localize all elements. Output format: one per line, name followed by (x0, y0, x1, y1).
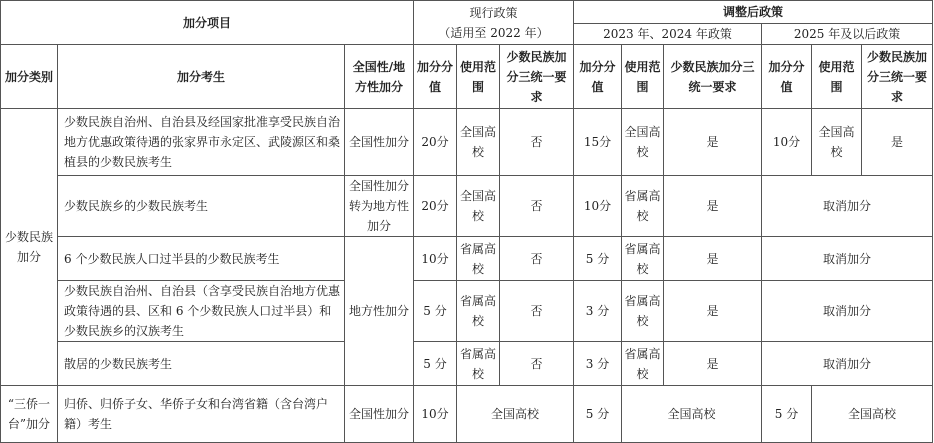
range-2023-cell: 全国高校 (622, 386, 762, 443)
scope-cell: 全国性加分 (345, 386, 414, 443)
value-2022-cell: 20分 (414, 109, 457, 176)
header-2025-policy: 2025 年及以后政策 (762, 24, 933, 45)
candidate-cell: 少数民族乡的少数民族考生 (58, 176, 345, 237)
range-2022-cell: 省属高校 (457, 342, 500, 386)
table-row (1, 342, 933, 386)
range-2023-cell: 省属高校 (622, 342, 664, 386)
header-category: 加分类别 (1, 45, 58, 109)
value-2022-cell: 20分 (414, 176, 457, 237)
candidate-cell: 少数民族自治州、自治县（含享受民族自治地方优惠政策待遇的县、区和 6 个少数民族人口过半县）和少数民族乡的汉族考生 (58, 281, 345, 342)
value-2023-cell: 10分 (574, 176, 622, 237)
header-2023-policy: 2023 年、2024 年政策 (574, 24, 762, 45)
value-2025-cell: 10分 (762, 109, 812, 176)
range-2022-cell: 省属高校 (457, 237, 500, 281)
range-2023-cell: 省属高校 (622, 281, 664, 342)
value-2022-cell: 5 分 (414, 281, 457, 342)
unify-2022-cell: 否 (500, 176, 574, 237)
unify-2023-cell: 是 (664, 176, 762, 237)
candidate-cell: 6 个少数民族人口过半县的少数民族考生 (58, 237, 345, 281)
value-2022-cell: 10分 (414, 386, 457, 443)
unify-2022-cell: 否 (500, 109, 574, 176)
header-value-2022: 加分分值 (414, 45, 457, 109)
unify-2022-cell: 否 (500, 237, 574, 281)
scope-cell: 全国性加分转为地方性加分 (345, 176, 414, 237)
value-2022-cell: 5 分 (414, 342, 457, 386)
range-2025-cell: 全国高校 (812, 109, 862, 176)
value-2023-cell: 5 分 (574, 386, 622, 443)
range-2022-cell: 省属高校 (457, 281, 500, 342)
header-unify-2022: 少数民族加分三统一要求 (500, 45, 574, 109)
cancel-bonus-cell: 取消加分 (762, 281, 933, 342)
unify-2023-cell: 是 (664, 109, 762, 176)
scope-local-cell: 地方性加分 (345, 237, 414, 386)
unify-2023-cell: 是 (664, 237, 762, 281)
candidate-cell: 归侨、归侨子女、华侨子女和台湾省籍（含台湾户籍）考生 (58, 386, 345, 443)
header-current-policy (414, 1, 574, 45)
cancel-bonus-cell: 取消加分 (762, 176, 933, 237)
header-row-3 (1, 45, 933, 109)
value-2023-cell: 3 分 (574, 281, 622, 342)
header-candidate: 加分考生 (58, 45, 345, 109)
unify-2022-cell: 否 (500, 342, 574, 386)
header-bonus-item: 加分项目 (1, 1, 414, 45)
value-2023-cell: 15分 (574, 109, 622, 176)
range-2023-cell: 省属高校 (622, 176, 664, 237)
candidate-cell: 少数民族自治州、自治县及经国家批准享受民族自治地方优惠政策待遇的张家界市永定区、武陵源区和桑植县的少数民族考生 (58, 109, 345, 176)
value-2022-cell: 10分 (414, 237, 457, 281)
table-row (1, 281, 933, 342)
header-value-2023: 加分分值 (574, 45, 622, 109)
header-range-2025: 使用范围 (812, 45, 862, 109)
range-2022-cell: 全国高校 (457, 176, 500, 237)
header-unify-2023: 少数民族加分三统一要求 (664, 45, 762, 109)
header-row-1 (1, 1, 933, 24)
group-minority: 少数民族加分 (1, 109, 58, 386)
range-2023-cell: 省属高校 (622, 237, 664, 281)
table-row (1, 176, 933, 237)
unify-2023-cell: 是 (664, 281, 762, 342)
header-current-subtitle: （适用至 2022 年） (438, 25, 549, 40)
header-adjusted-policy: 调整后政策 (574, 1, 933, 24)
cancel-bonus-cell: 取消加分 (762, 237, 933, 281)
group-overseas: “三侨一台”加分 (1, 386, 58, 443)
cancel-bonus-cell: 取消加分 (762, 342, 933, 386)
header-value-2025: 加分分值 (762, 45, 812, 109)
value-2025-cell: 5 分 (762, 386, 812, 443)
unify-2022-cell: 否 (500, 281, 574, 342)
range-2025-cell: 全国高校 (812, 386, 933, 443)
value-2023-cell: 3 分 (574, 342, 622, 386)
unify-2023-cell: 是 (664, 342, 762, 386)
header-unify-2025: 少数民族加分三统一要求 (862, 45, 933, 109)
candidate-cell: 散居的少数民族考生 (58, 342, 345, 386)
header-range-2023: 使用范围 (622, 45, 664, 109)
table-row (1, 386, 933, 443)
scope-cell: 全国性加分 (345, 109, 414, 176)
table-row (1, 237, 933, 281)
range-2022-cell: 全国高校 (457, 109, 500, 176)
header-range-2022: 使用范围 (457, 45, 500, 109)
unify-2025-cell: 是 (862, 109, 933, 176)
value-2023-cell: 5 分 (574, 237, 622, 281)
header-scope-type: 全国性/地方性加分 (345, 45, 414, 109)
range-2022-cell: 全国高校 (457, 386, 574, 443)
header-current-title: 现行政策 (469, 5, 518, 20)
range-2023-cell: 全国高校 (622, 109, 664, 176)
table-row (1, 109, 933, 176)
